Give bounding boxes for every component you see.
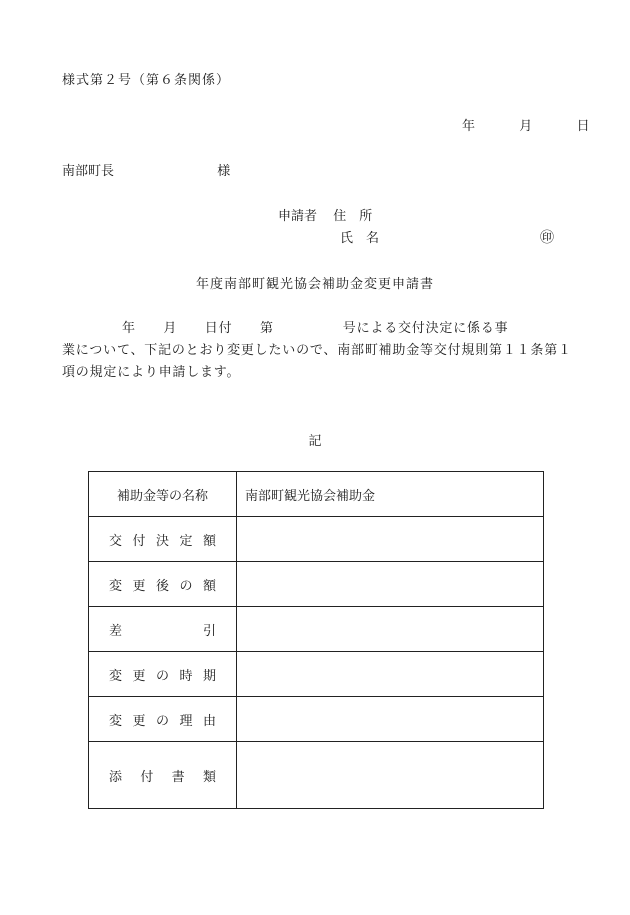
label-char: 決 [155, 533, 169, 549]
spread-label [89, 766, 236, 785]
label-char: 更 [132, 713, 146, 729]
label-char: 差 [109, 623, 123, 639]
row-value [237, 652, 544, 697]
form-number: 様式第２号（第６条関係） [62, 73, 231, 88]
label-char: の [155, 713, 169, 729]
label-char: 定 [179, 533, 193, 549]
label-char: 額 [202, 578, 216, 594]
label-char: 変 [109, 578, 123, 594]
label-char: 類 [202, 769, 216, 785]
row-label [89, 742, 237, 809]
body-paragraph [62, 318, 578, 384]
table-row [89, 517, 544, 562]
date-year: 年 [462, 119, 476, 134]
row-value [237, 562, 544, 607]
addressee [62, 160, 230, 179]
label-char: 更 [132, 578, 146, 594]
spread-label [89, 710, 236, 729]
ki-heading: 記 [308, 434, 322, 449]
label-char: の [155, 668, 169, 684]
items-table [88, 471, 544, 809]
label-char: 変 [109, 668, 123, 684]
addressee-title: 南部町長 [62, 164, 115, 179]
label-char: の [179, 578, 193, 594]
label-char: 時 [179, 668, 193, 684]
seal-mark: ㊞ [540, 230, 554, 246]
label-char: 後 [155, 578, 169, 594]
label-char: 額 [202, 533, 216, 549]
label-char: 付 [132, 533, 146, 549]
row-label [89, 697, 237, 742]
label-char: 更 [132, 668, 146, 684]
applicant-name-row: 氏 名 [340, 231, 380, 246]
spread-label [89, 530, 236, 549]
label-char: 由 [202, 713, 216, 729]
row-label [89, 652, 237, 697]
date-day: 日 [576, 119, 590, 134]
label-char: 変 [109, 713, 123, 729]
table-row [89, 697, 544, 742]
label-char: 交 [109, 533, 123, 549]
spread-label [89, 665, 236, 684]
label-char: 引 [202, 623, 216, 639]
row-label [89, 562, 237, 607]
row-value [237, 697, 544, 742]
document-title: 年度南部町観光協会補助金変更申請書 [195, 277, 434, 292]
row-label [89, 607, 237, 652]
label-char: 理 [179, 713, 193, 729]
address-label: 住 所 [333, 209, 373, 224]
body-line-1: 年 月 日付 第 号による交付決定に係る事 [122, 321, 509, 336]
applicant-label: 申請者 [278, 209, 318, 224]
label-char: 添 [109, 769, 123, 785]
table-row [89, 742, 544, 809]
row-label: 補助金等の名称 [89, 472, 237, 517]
spread-label [89, 575, 236, 594]
table-row [89, 472, 544, 517]
table-row [89, 562, 544, 607]
row-value: 南部町観光協会補助金 [237, 472, 544, 517]
row-value [237, 607, 544, 652]
addressee-honorific: 様 [217, 164, 231, 179]
row-label [89, 517, 237, 562]
table-row [89, 607, 544, 652]
date-month: 月 [519, 119, 533, 134]
applicant-address-row [278, 205, 372, 224]
table-row [89, 652, 544, 697]
label-char: 付 [140, 769, 154, 785]
row-value [237, 742, 544, 809]
row-value [237, 517, 544, 562]
date-line [462, 115, 590, 134]
label-char: 書 [171, 769, 185, 785]
spread-label [89, 620, 236, 639]
label-char: 期 [202, 668, 216, 684]
body-rest: 業について、下記のとおり変更したいので、南部町補助金等交付規則第１１条第１項の規定により申請します。 [62, 343, 572, 380]
